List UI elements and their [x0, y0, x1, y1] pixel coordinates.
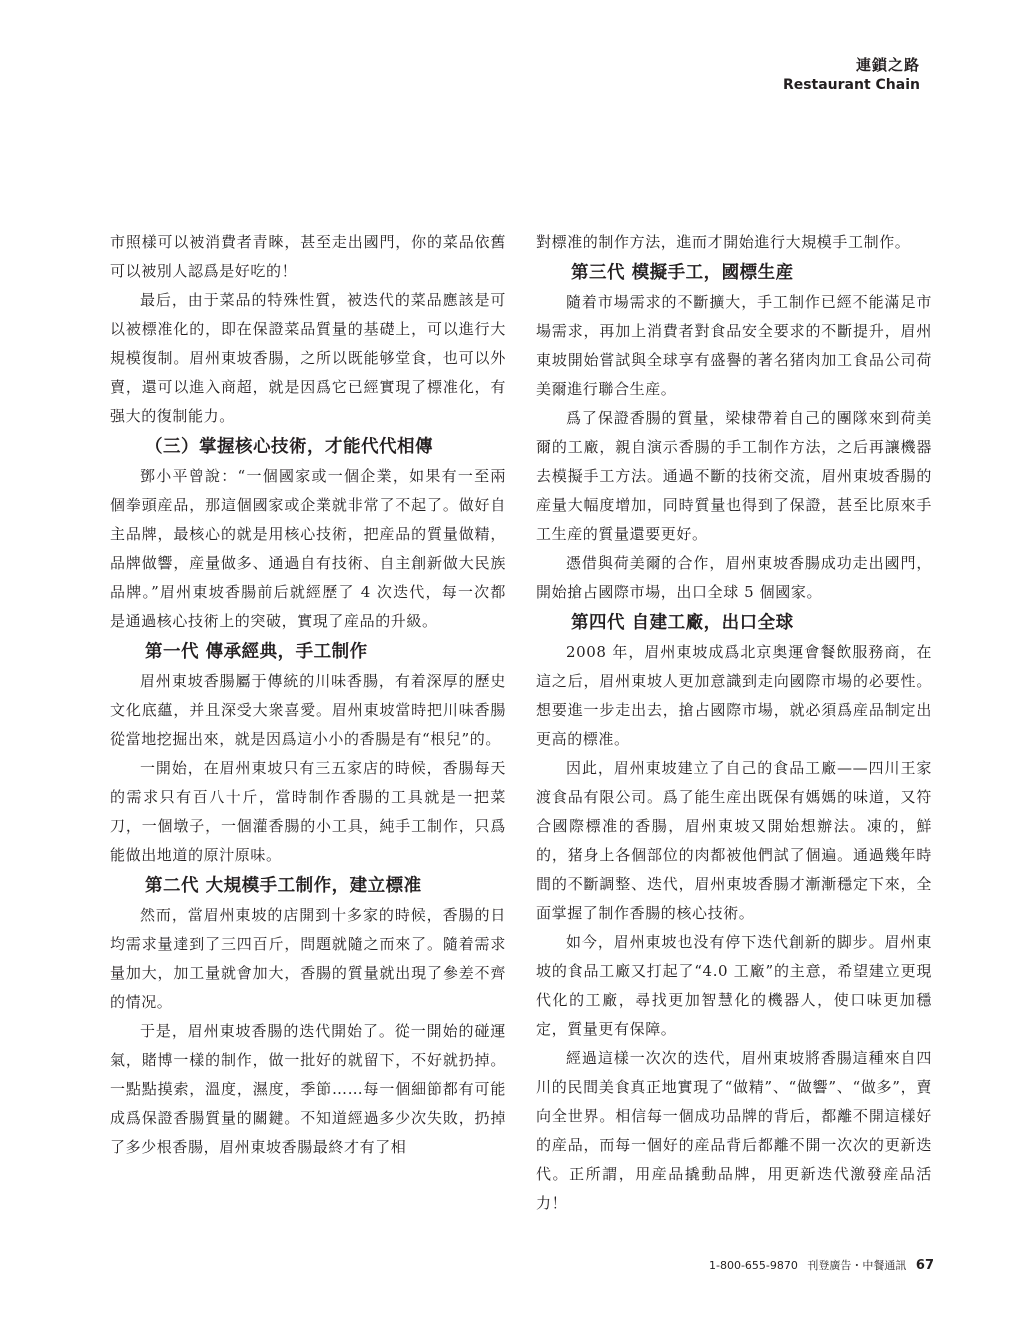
section-heading: 第一代 傳承經典，手工制作 — [145, 642, 368, 662]
page-number: 67 — [915, 1258, 934, 1273]
footer-phone: 1-800-655-9870 — [709, 1259, 798, 1272]
right-column — [536, 228, 932, 1218]
body-paragraph: 然而，當眉州東坡的店開到十多家的時候，香腸的日均需求量達到了三四百斤，問題就隨之而來了。隨着需求量加大，加工量就會加大，香腸的質量就出現了參差不齊的情况。 — [110, 906, 506, 1011]
section-title-zh: 連鎖之路 — [855, 56, 920, 74]
section-heading: （三）掌握核心技術，才能代代相傳 — [145, 437, 433, 457]
body-paragraph: 最后，由于菜品的特殊性質，被迭代的菜品應該是可以被標准化的，即在保證菜品質量的基礎上，可以進行大規模復制。眉州東坡香腸，之所以既能够堂食，也可以外賣，還可以進入商超，就是因爲它已經實現了標准化，有强大的復制能力。 — [110, 291, 506, 425]
body-paragraph: 經過這樣一次次的迭代，眉州東坡將香腸這種來自四川的民間美食真正地實現了“做精”、“做響”、“做多”，賣向全世界。相信每一個成功品牌的背后，都離不開這樣好的産品，而每一個好的産品背后都離不開一次次的更新迭代。正所謂，用産品撬動品牌，用更新迭代激發産品活力！ — [536, 1049, 932, 1212]
section-header — [783, 54, 920, 93]
section-heading: 第三代 模擬手工，國標生産 — [571, 263, 794, 283]
body-paragraph: 爲了保證香腸的質量，梁棣帶着自己的團隊來到荷美爾的工廠，親自演示香腸的手工制作方法，之后再讓機器去模擬手工方法。通過不斷的技術交流，眉州東坡香腸的産量大幅度增加，同時質量也得到了保證，甚至比原來手工生産的質量還要更好。 — [536, 409, 932, 543]
left-column — [110, 228, 506, 1162]
body-paragraph: 因此，眉州東坡建立了自己的食品工廠——四川王家渡食品有限公司。爲了能生産出既保有媽媽的味道，又符合國際標准的香腸，眉州東坡又開始想辦法。凍的，鮮的，猪身上各個部位的肉都被他們試了個遍。通過幾年時間的不斷調整、迭代，眉州東坡香腸才漸漸穩定下來，全面掌握了制作香腸的核心技術。 — [536, 759, 932, 922]
body-paragraph: 鄧小平曾說：“一個國家或一個企業，如果有一至兩個拳頭産品，那這個國家或企業就非常了不起了。做好自主品牌，最核心的就是用核心技術，把産品的質量做精，品牌做響，産量做多、通過自有技術、自主創新做大民族品牌。”眉州東坡香腸前后就經歷了 4 次迭代，每一次都是通過核心技術上的突破，實現了産品的升級。 — [110, 467, 506, 630]
body-paragraph: 眉州東坡香腸屬于傳統的川味香腸，有着深厚的歷史文化底蘊，并且深受大衆喜愛。眉州東坡當時把川味香腸從當地挖掘出來，就是因爲這小小的香腸是有“根兒”的。 — [110, 672, 506, 748]
body-paragraph: 一開始，在眉州東坡只有三五家店的時候，香腸每天的需求只有百八十斤，當時制作香腸的工具就是一把菜刀，一個墩子，一個灌香腸的小工具，純手工制作，只爲能做出地道的原汁原味。 — [110, 759, 506, 864]
body-paragraph: 市照樣可以被消費者青睞，甚至走出國門，你的菜品依舊可以被別人認爲是好吃的！ — [110, 233, 506, 280]
page-footer — [709, 1257, 934, 1273]
body-paragraph: 對標准的制作方法，進而才開始進行大規模手工制作。 — [536, 233, 911, 251]
section-heading: 第二代 大規模手工制作，建立標准 — [145, 876, 422, 896]
body-paragraph: 隨着市場需求的不斷擴大，手工制作已經不能滿足市場需求，再加上消費者對食品安全要求的不斷提升，眉州東坡開始嘗試與全球享有盛譽的著名猪肉加工食品公司荷美爾進行聯合生産。 — [536, 293, 932, 398]
body-paragraph: 于是，眉州東坡香腸的迭代開始了。從一開始的碰運氣，賭博一樣的制作，做一批好的就留下，不好就扔掉。一點點摸索，溫度，濕度，季節……每一個細節都有可能成爲保證香腸質量的關鍵。不知道經過多少次失敗，扔掉了多少根香腸，眉州東坡香腸最終才有了相 — [110, 1022, 506, 1156]
footer-magazine: 刊登廣告・中餐通訊 — [807, 1259, 907, 1272]
body-paragraph: 憑借與荷美爾的合作，眉州東坡香腸成功走出國門，開始搶占國際市場，出口全球 5 個國家。 — [536, 554, 932, 601]
section-title-en: Restaurant Chain — [782, 77, 920, 93]
body-paragraph: 如今，眉州東坡也没有停下迭代創新的脚步。眉州東坡的食品工廠又打起了“4.0 工廠”的主意，希望建立更現代化的工廠，尋找更加智慧化的機器人，使口味更加穩定，質量更有保障。 — [536, 933, 932, 1038]
section-heading: 第四代 自建工廠，出口全球 — [571, 613, 794, 633]
body-paragraph: 2008 年，眉州東坡成爲北京奥運會餐飲服務商，在這之后，眉州東坡人更加意識到走向國際市場的必要性。想要進一步走出去，搶占國際市場，就必須爲産品制定出更高的標准。 — [536, 643, 932, 748]
